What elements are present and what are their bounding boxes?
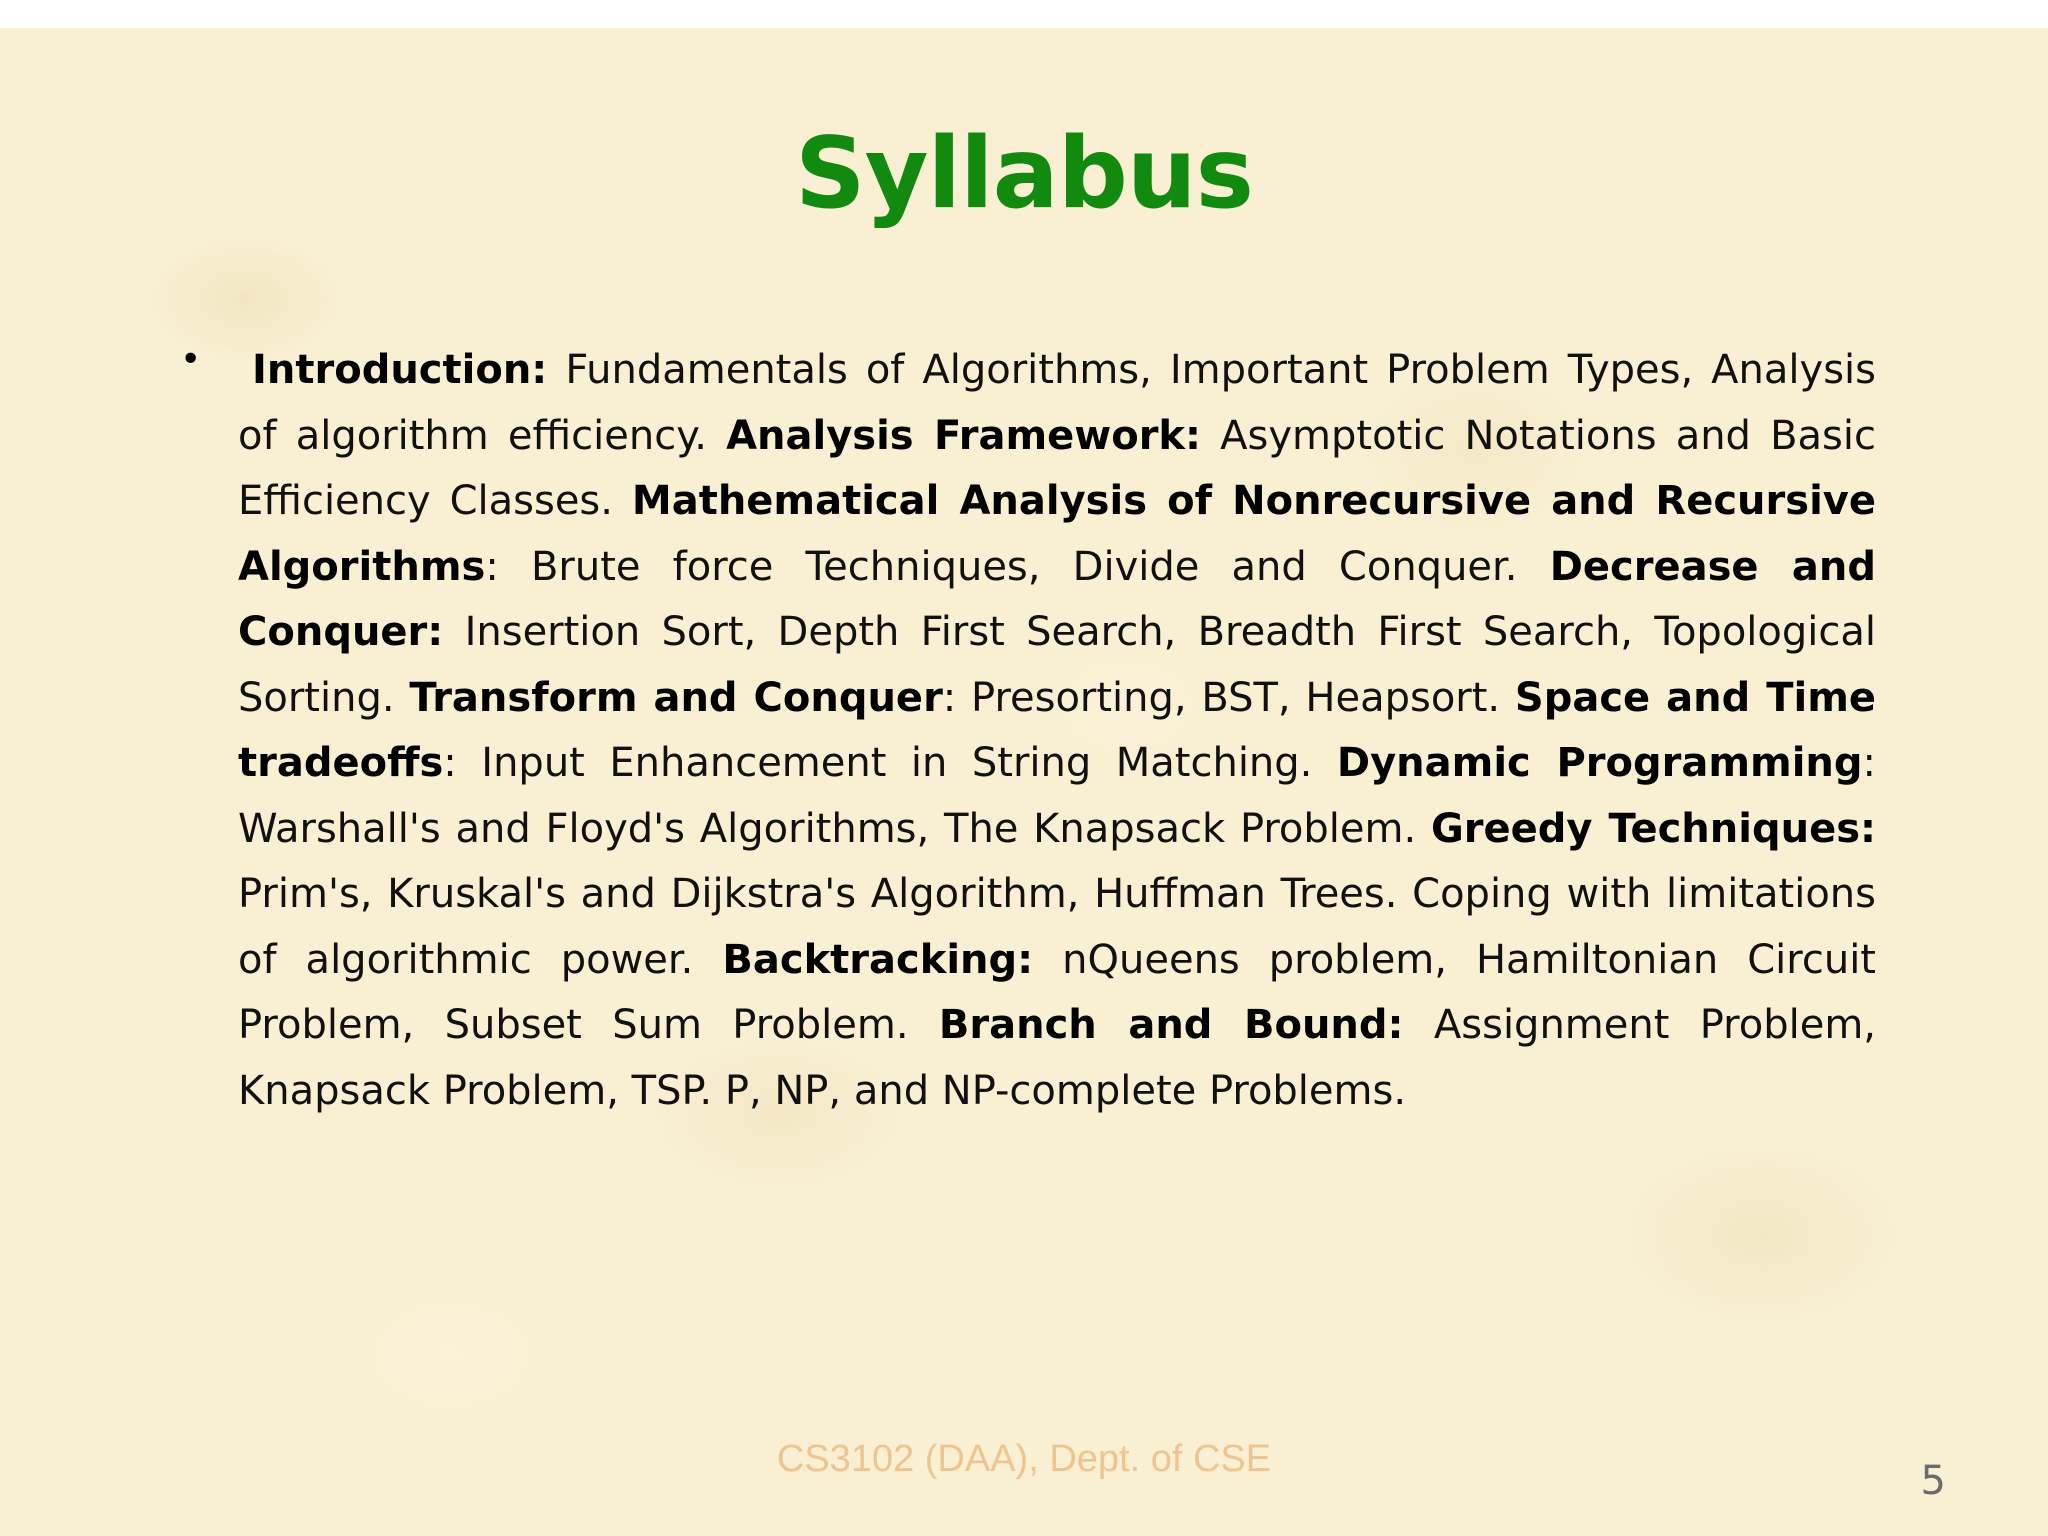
syllabus-topic-text: : Input Enhancement in String Matching. xyxy=(443,740,1337,786)
bullet-marker: • xyxy=(180,339,202,380)
page-number: 5 xyxy=(1920,1458,1946,1504)
syllabus-topic-heading: Greedy Techniques: xyxy=(1430,805,1876,852)
syllabus-topic-text: Assignment Problem, Knapsack Problem, TSP. P, NP, and NP-complete Problems. xyxy=(238,1002,1877,1114)
syllabus-topic-heading: Space and Time tradeoffs xyxy=(238,674,1877,786)
syllabus-topic-heading: Mathematical Analysis of Nonrecursive and Recursive Algorithms xyxy=(238,478,1876,590)
syllabus-topic-text: nQueens problem, Hamiltonian Circuit Problem, Subset Sum Problem. xyxy=(238,936,1876,1048)
slide-title: Syllabus xyxy=(794,117,1254,231)
syllabus-topic-text: Fundamentals of Algorithms, Important Problem Types, Analysis of algorithm efficiency. xyxy=(238,347,1876,459)
syllabus-topic-text: : Brute force Techniques, Divide and Conquer. xyxy=(485,543,1550,590)
syllabus-topic-text: Asymptotic Notations and Basic Efficiency Classes. xyxy=(238,412,1876,524)
syllabus-topic-heading: Decrease and Conquer: xyxy=(238,543,1876,655)
syllabus-text xyxy=(238,338,1876,1124)
syllabus-topic-text: Insertion Sort, Depth First Search, Breadth First Search, Topological Sorting. xyxy=(238,609,1876,721)
syllabus-topic-text: : Warshall's and Floyd's Algorithms, The Knapsack Problem. xyxy=(238,740,1876,852)
syllabus-topic-text: : Presorting, BST, Heapsort. xyxy=(942,674,1515,721)
syllabus-topic-heading: Introduction: xyxy=(252,347,548,393)
syllabus-topic-heading: Analysis Framework: xyxy=(726,412,1202,459)
syllabus-topic-heading: Branch and Bound: xyxy=(938,1002,1404,1048)
syllabus-topic-heading: Backtracking: xyxy=(722,936,1034,983)
slide xyxy=(0,28,2048,1536)
slide-footer: CS3102 (DAA), Dept. of CSE xyxy=(776,1438,1272,1480)
syllabus-topic-text: Prim's, Kruskal's and Dijkstra's Algorithm, Huffman Trees. Coping with limitations of algorithmic power. xyxy=(238,871,1876,983)
syllabus-topic-heading: Transform and Conquer xyxy=(409,674,943,721)
syllabus-topic-heading: Dynamic Programming xyxy=(1336,740,1863,786)
